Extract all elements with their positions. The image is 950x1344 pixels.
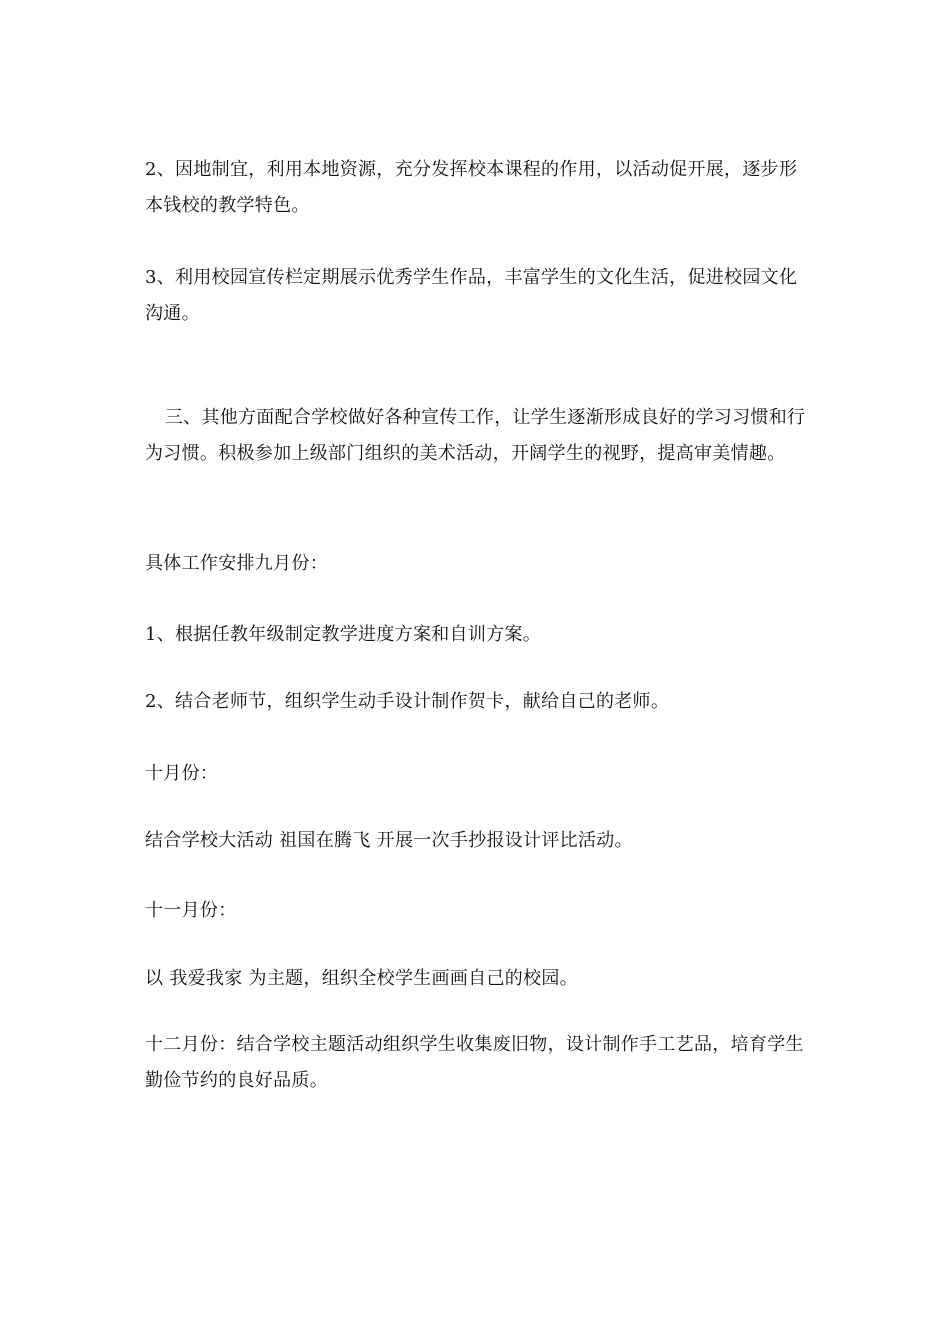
paragraph-october-activity: 结合学校大活动 祖国在腾飞 开展一次手抄报设计评比活动。 (145, 830, 633, 851)
paragraph-september-item-1: 1、根据任教年级制定教学进度方案和自训方案。 (145, 624, 542, 645)
paragraph-section-3: 三、其他方面配合学校做好各种宣传工作，让学生逐渐形成良好的学习习惯和行为习惯。积极参加上级部门组织的美术活动，开阔学生的视野，提高审美情趣。 (145, 407, 806, 464)
paragraph-november-activity: 以 我爱我家 为主题，组织全校学生画画自己的校园。 (145, 968, 578, 989)
paragraph-december: 十二月份：结合学校主题活动组织学生收集废旧物，设计制作手工艺品，培育学生勤俭节约的良好品质。 (145, 1034, 804, 1091)
paragraph-item-3: 3、利用校园宣传栏定期展示优秀学生作品，丰富学生的文化生活，促进校园文化沟通。 (145, 267, 798, 324)
paragraph-item-2: 2、因地制宜，利用本地资源，充分发挥校本课程的作用，以活动促开展，逐步形本钱校的教学特色。 (145, 159, 798, 216)
paragraph-october: 十月份： (145, 763, 219, 784)
paragraph-september-item-2: 2、结合老师节，组织学生动手设计制作贺卡，献给自己的老师。 (145, 691, 670, 712)
paragraph-november: 十一月份： (145, 900, 237, 921)
paragraph-schedule-september: 具体工作安排九月份： (145, 553, 328, 574)
